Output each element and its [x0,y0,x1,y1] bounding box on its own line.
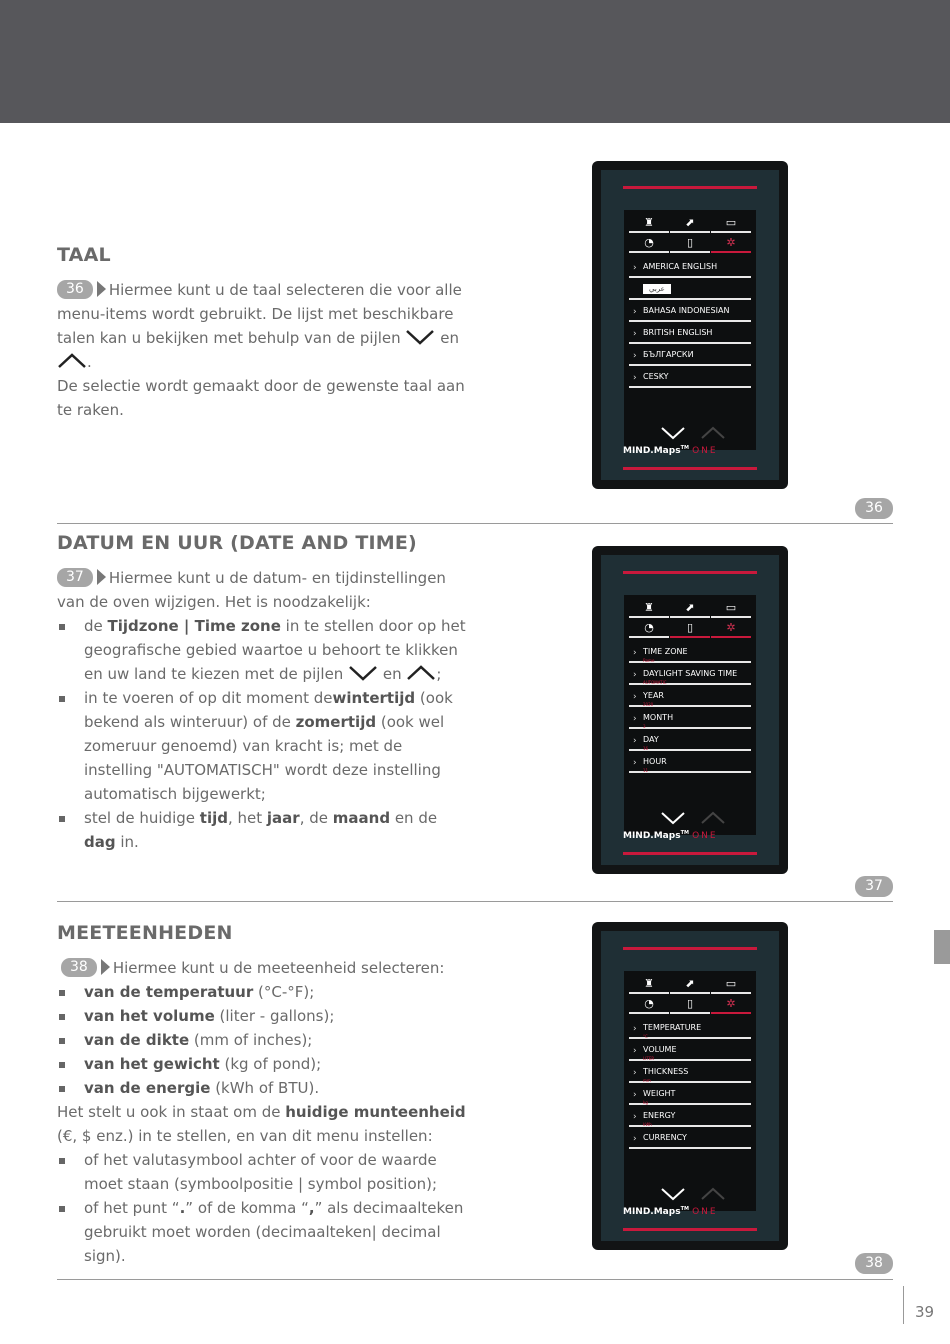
chevron-up-icon [406,664,436,682]
menu-item[interactable]: › CESKY [629,368,751,388]
figure-badge: 36 [855,498,893,519]
section-meeteenheden [57,922,467,1268]
chart-icon[interactable]: ⬈ [670,600,710,618]
chevron-right-icon: › [633,307,637,317]
chevron-right-icon: › [633,714,637,724]
chart-icon[interactable]: ⬈ [670,976,710,994]
chevron-up-icon [702,1189,724,1199]
chevron-right-icon: › [633,648,637,658]
chevron-down-icon [348,664,378,682]
chevron-right-icon: › [633,1024,637,1034]
menu-panel [624,210,756,450]
figure-badge: 38 [855,1253,893,1274]
book-icon[interactable]: ▭ [711,976,751,994]
nav-arrows [624,424,756,442]
currency-options-list [57,1148,467,1268]
menu-item[interactable]: › BAHASA INDONESIAN [629,302,751,322]
book-icon[interactable]: ▭ [711,215,751,233]
play-icon [97,281,106,297]
menu-item-selected[interactable]: عربي [629,280,751,300]
chevron-right-icon: › [633,758,637,768]
door-icon[interactable]: ▯ [670,620,710,638]
menu-panel [624,971,756,1211]
icon-grid [629,215,751,253]
section-datum-en-uur [57,532,467,854]
menu-item[interactable]: › TEMPERATURE °C [629,1019,751,1039]
settings-icon[interactable]: ✲ [711,620,751,638]
section-intro: 36 Hiermee kunt u de taal selecteren die voor alle menu-items wordt gebruikt. De lijst met beschikbare talen kan u bekijken met behulp van de pijlen en . [57,281,462,371]
list-item: of het valutasymbool achter of voor de waarde moet staan (symboolpositie | symbol position); [57,1148,467,1196]
brand-logo: MIND.Maps™ ONE [623,830,718,841]
settings-icon[interactable]: ✲ [711,996,751,1014]
list-item: van de energie (kWh of BTU). [57,1076,467,1100]
brand-logo: MIND.Maps™ ONE [623,445,718,456]
menu-item[interactable]: › DAY 16 [629,731,751,751]
section-intro: 38 Hiermee kunt u de meeteenheid selecteren: [57,956,467,980]
chevron-down-icon [662,1189,684,1199]
section-divider [57,1279,893,1280]
menu-item[interactable]: › THICKNESS mm [629,1063,751,1083]
ref-badge: 37 [57,568,93,587]
header-band [0,0,950,123]
device-screen [601,170,779,480]
menu-item[interactable]: › VOLUME LITER [629,1041,751,1061]
chevron-right-icon: › [633,692,637,702]
chevron-right-icon: › [633,351,637,361]
play-icon [101,959,110,975]
chevron-down-icon [662,428,684,438]
chevron-right-icon: › [633,329,637,339]
list-item: de Tijdzone | Time zone in te stellen door op het geografische gebied waartoe u behoort te klikken en uw land te kiezen met de pijlen en ; [57,614,467,686]
door-icon[interactable]: ▯ [670,235,710,253]
list-item: stel de huidige tijd, het jaar, de maand en de dag in. [57,806,467,854]
list-item: van het gewicht (kg of pond); [57,1052,467,1076]
chevron-right-icon: › [633,1112,637,1122]
section-text: Het stelt u ook in staat om de huidige munteenheid (€, $ enz.) in te stellen, en van dit menu instellen: [57,1103,466,1145]
top-red-bar [623,186,757,189]
page-number-rule [903,1286,904,1324]
door-icon[interactable]: ▯ [670,996,710,1014]
device-screenshot-36 [592,161,788,489]
chevron-right-icon: › [633,670,637,680]
section-intro: 37 Hiermee kunt u de datum- en tijdinstellingen van de oven wijzigen. Het is noodzakelijk: [57,569,446,611]
book-icon[interactable]: ▭ [711,600,751,618]
chevron-up-icon [702,813,724,823]
section-taal [57,244,467,422]
icon-grid [629,976,751,1014]
chevron-right-icon: › [633,263,637,273]
menu-item[interactable]: › БЪЛГАРСКИ [629,346,751,366]
menu-item[interactable]: › HOUR 11 [629,753,751,773]
settings-list [57,614,467,854]
chart-icon[interactable]: ⬈ [670,215,710,233]
ref-badge: 36 [57,280,93,299]
page-number: 39 [915,1303,935,1321]
list-item: van de temperatuur (°C-°F); [57,980,467,1004]
chevron-down-icon [662,813,684,823]
oven-icon[interactable]: ♜ [629,976,669,994]
chevron-right-icon: › [633,1090,637,1100]
menu-item[interactable]: › YEAR 2020 [629,687,751,707]
list-item: of het punt “.” of de komma “,” als decimaalteken gebruikt moet worden (decimaalteken| decimal sign). [57,1196,467,1268]
menu-item[interactable]: › CURRENCY [629,1129,751,1149]
top-red-bar [623,571,757,574]
device-screenshot-37 [592,546,788,874]
chevron-up-icon [702,428,724,438]
nav-arrows [624,809,756,827]
brand-logo: MIND.Maps™ ONE [623,1206,718,1217]
menu-item[interactable]: › BRITISH ENGLISH [629,324,751,344]
menu-item[interactable]: › AMERICA ENGLISH [629,258,751,278]
section-divider [57,523,893,524]
oven-icon[interactable]: ♜ [629,215,669,233]
menu-item[interactable]: › DAYLIGHT SAVING TIME AUTOMATIC [629,665,751,685]
device-screen [601,931,779,1241]
chevron-right-icon: › [633,1134,637,1144]
play-icon [97,569,106,585]
chapter-tab [934,930,950,964]
bottom-red-bar [623,852,757,855]
chevron-right-icon: › [633,373,637,383]
list-item: van het volume (liter - gallons); [57,1004,467,1028]
chevron-right-icon: › [633,1068,637,1078]
chevron-up-icon [57,352,87,370]
menu-item[interactable]: › ENERGY kWh [629,1107,751,1127]
ref-badge: 38 [61,958,97,977]
menu-item[interactable]: › MONTH 3 [629,709,751,729]
chevron-right-icon: › [633,736,637,746]
menu-item[interactable]: › TIME ZONE Rome [629,643,751,663]
refresh-icon[interactable]: ◔ [629,996,669,1014]
menu-item[interactable]: › WEIGHT kg [629,1085,751,1105]
menu-panel [624,595,756,835]
section-divider [57,901,893,902]
chevron-right-icon: › [633,1046,637,1056]
section-title: DATUM EN UUR (DATE AND TIME) [57,532,417,554]
section-text: De selectie wordt gemaakt door de gewenste taal aan te raken. [57,377,465,419]
device-screenshot-38 [592,922,788,1250]
top-red-bar [623,947,757,950]
section-title: TAAL [57,244,111,266]
refresh-icon[interactable]: ◔ [629,235,669,253]
device-screen [601,555,779,865]
chevron-down-icon [405,328,435,346]
figure-badge: 37 [855,876,893,897]
units-list [57,980,467,1100]
refresh-icon[interactable]: ◔ [629,620,669,638]
section-title: MEETEENHEDEN [57,922,233,944]
list-item: in te voeren of op dit moment dewintertijd (ook bekend als winteruur) of de zomertijd (ook wel zomeruur genoemd) van kracht is; met de instelling "AUTOMATISCH" wordt deze instelling automatisch bijgewerkt; [57,686,467,806]
icon-grid [629,600,751,638]
oven-icon[interactable]: ♜ [629,600,669,618]
bottom-red-bar [623,467,757,470]
settings-icon[interactable]: ✲ [711,235,751,253]
nav-arrows [624,1185,756,1203]
list-item: van de dikte (mm of inches); [57,1028,467,1052]
bottom-red-bar [623,1228,757,1231]
